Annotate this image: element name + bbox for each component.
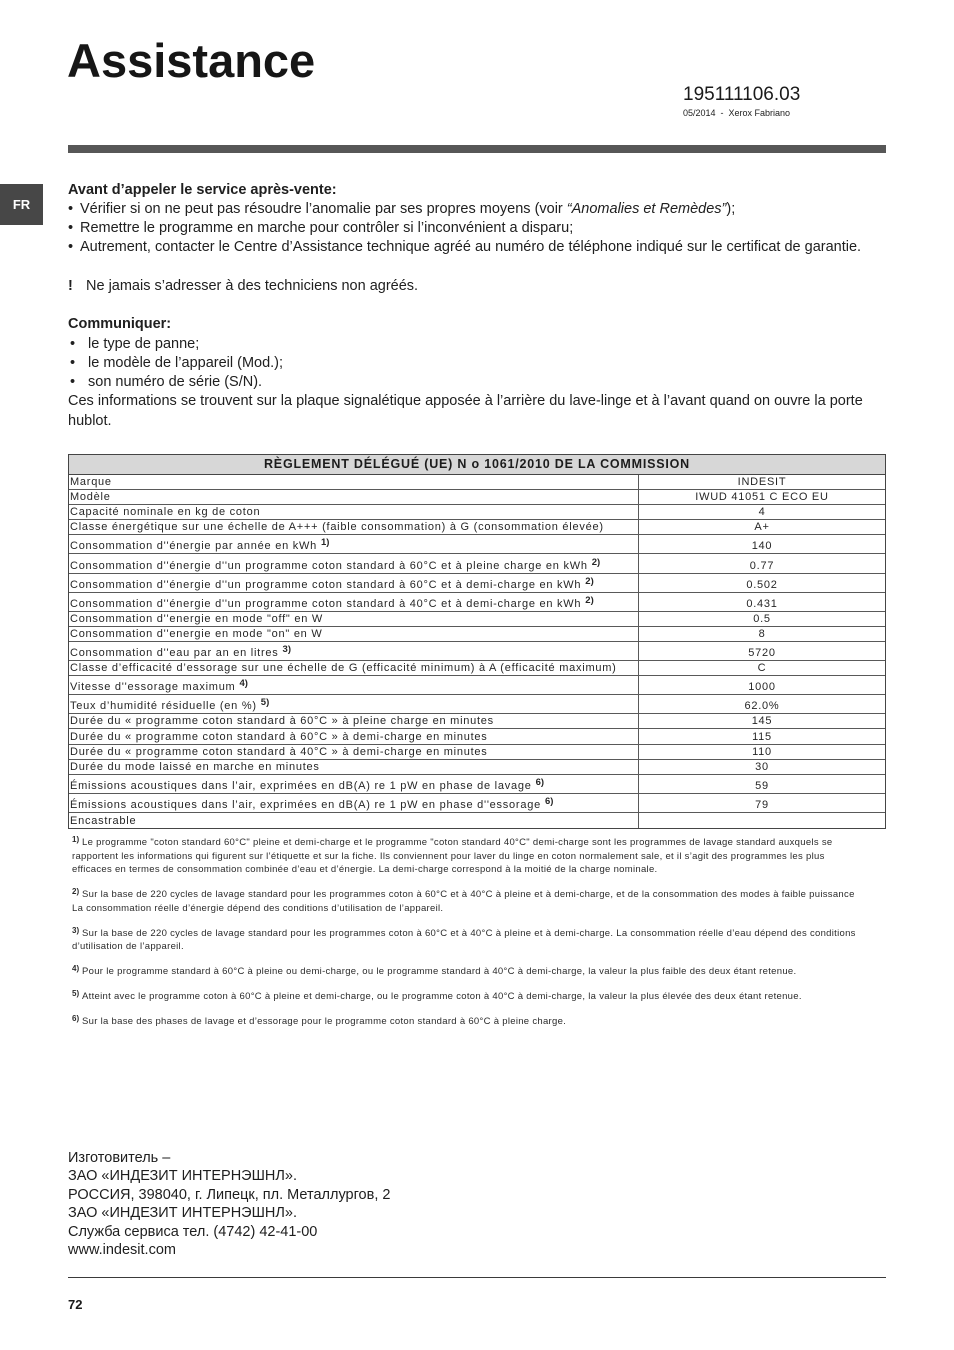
table-row: [69, 490, 885, 505]
row-label: Durée du « programme coton standard à 60°C » à demi-charge en minutes: [70, 730, 488, 743]
row-value: INDESIT: [737, 476, 787, 489]
anomalies-reference: “Anomalies et Remèdes”: [566, 200, 727, 217]
page-number: 72: [68, 1297, 83, 1312]
row-value-cell: [639, 676, 885, 694]
item-text: Autrement, contacter le Centre d’Assistance technique agréé au numéro de téléphone indiqué sur le certificat de garantie.: [80, 239, 862, 256]
footnote-text: efficaces en termes de consommation combinée d’eau et d’énergie. La demi-charge correspond à la moitié de la charge nominale.: [72, 864, 658, 876]
row-label: Durée du mode laissé en marche en minutes: [70, 760, 320, 773]
row-label-cell: [69, 661, 639, 675]
footnote-text: rapportent les informations qui figurent sur l’étiquette et sur la fiche. Ils conviennent pour laver du linge en coton normalement sale, et il s’agit des programmes les plus: [72, 850, 825, 862]
document-meta: 05/2014 - Xerox Fabriano: [683, 107, 791, 118]
footnote-text: Le programme "coton standard 60°C" pleine et demi-charge et le programme "coton standard 40°C" demi-charge sont les programmes de lavage standard auxquels se: [82, 837, 833, 849]
regulation-table: [68, 454, 886, 829]
footnote-line: [72, 850, 942, 864]
footnote-ref: 1): [321, 537, 330, 549]
before-calling-heading: Avant d’appeler le service après-vente:: [68, 181, 337, 198]
item-suffix: );: [726, 200, 736, 217]
row-value: IWUD 41051 C ECO EU: [695, 491, 829, 504]
row-label-cell: [69, 475, 639, 489]
warning-mark: !: [68, 277, 73, 294]
row-value-cell: [639, 760, 885, 774]
footnote-mark: 3): [72, 925, 80, 935]
before-calling-item: [68, 200, 898, 219]
row-label: Durée du « programme coton standard à 60°C » à pleine charge en minutes: [70, 715, 494, 728]
row-label-cell: [69, 642, 639, 660]
table-row: [69, 794, 885, 813]
communicate-item: [68, 373, 898, 392]
table-row: [69, 676, 885, 695]
row-value: 30: [755, 760, 769, 773]
row-label: Émissions acoustiques dans l’air, exprimées en dB(A) re 1 pW en phase de lavage $^{6)}$: [70, 776, 545, 792]
row-label-cell: [69, 676, 639, 694]
row-value: 0.431: [746, 597, 778, 610]
footer-rule: [68, 1277, 886, 1278]
row-label: Consommation d''énergie d''un programme coton standard à 60°C et à demi-charge en kWh $^{2)}$: [70, 575, 594, 591]
footnote-ref: 2): [585, 594, 594, 606]
footnote-ref: 2): [591, 556, 601, 568]
communicate-heading: Communiquer:: [68, 316, 172, 333]
row-value: A+: [754, 521, 770, 534]
footnote-line: [72, 965, 942, 979]
row-value-cell: [639, 593, 885, 611]
row-value-cell: [639, 745, 885, 759]
regulation-table-title: RÈGLEMENT DÉLÉGUÉ (UE) N o 1061/2010 DE LA COMMISSION: [69, 455, 885, 475]
footnote-line: [72, 1015, 942, 1029]
row-label-cell: [69, 490, 639, 504]
row-value-cell: [639, 794, 885, 812]
row-label: Émissions acoustiques dans l’air, exprimées en dB(A) re 1 pW en phase d''essorage $^{6)}$: [70, 795, 554, 811]
row-value-cell: [639, 729, 885, 743]
row-value: 115: [752, 730, 772, 743]
spacer: [68, 258, 898, 277]
row-value-cell: [639, 714, 885, 728]
row-value-cell: [639, 695, 885, 713]
row-label-cell: [69, 794, 639, 812]
row-value: 79: [755, 798, 769, 811]
table-row: [69, 593, 885, 612]
row-value: 1000: [748, 681, 776, 694]
footnote-ref: 6): [535, 776, 545, 788]
manufacturer-line: РОССИЯ, 398040, г. Липецк, пл. Металлургов, 2: [68, 1186, 391, 1203]
row-label: Classe énergétique sur une échelle de A+++ (faible consommation) à G (consommation élevée): [70, 521, 604, 534]
communicate-item: [68, 354, 898, 373]
row-label: Classe d’efficacité d’essorage sur une échelle de G (efficacité minimum) à A (efficacité maximum): [70, 662, 617, 675]
footnote-mark: 2): [72, 887, 80, 897]
footnote: [72, 888, 942, 915]
website: www.indesit.com: [68, 1241, 176, 1258]
table-row: [69, 505, 885, 520]
page-title: Assistance: [67, 34, 316, 87]
row-label-cell: [69, 554, 639, 572]
footnote-mark: 1): [72, 835, 80, 845]
row-label-cell: [69, 714, 639, 728]
item-text: Vérifier si on ne peut pas résoudre l’anomalie par ses propres moyens (voir: [80, 200, 567, 217]
table-row: [69, 535, 885, 554]
row-label-cell: [69, 729, 639, 743]
row-label-cell: [69, 760, 639, 774]
footnote-text: Pour le programme standard à 60°C à pleine ou demi-charge, ou le programme standard à 40°C à demi-charge, la valeur la plus faible des deux étant retenue.: [82, 966, 797, 978]
row-label-cell: [69, 535, 639, 553]
footnote-text: Sur la base de 220 cycles de lavage standard pour les programmes coton à 60°C et à 40°C à pleine et à demi-charge. La consommation réelle d’eau dépend des conditions: [82, 927, 856, 939]
table-row: [69, 627, 885, 642]
table-row: [69, 574, 885, 593]
manufacturer-info: [68, 1149, 390, 1259]
row-value: 5720: [748, 647, 776, 660]
row-value: 0.77: [749, 559, 775, 572]
row-label-cell: [69, 612, 639, 626]
footnote: [72, 836, 942, 877]
table-row: [69, 729, 885, 744]
regulation-table-body: [69, 475, 885, 828]
manufacturer-line: ЗАО «ИНДЕЗИТ ИНТЕРНЭШНЛ».: [68, 1205, 297, 1222]
footnote: [72, 990, 942, 1004]
row-value-cell: [639, 475, 885, 489]
row-label: Consommation d''énergie d''un programme coton standard à 40°C et à demi-charge en kWh $^{2)}$: [70, 594, 594, 610]
document-number: 195111106.03: [683, 84, 801, 105]
table-row: [69, 642, 885, 661]
row-value-cell: [639, 490, 885, 504]
row-value: 0.502: [746, 578, 778, 591]
row-label-cell: [69, 505, 639, 519]
row-label-cell: [69, 574, 639, 592]
row-label: Teux d’humidité résiduelle (en %) $^{5)}$: [70, 697, 270, 713]
row-label-cell: [69, 593, 639, 611]
row-label: Modèle: [70, 491, 111, 504]
row-label-cell: [69, 695, 639, 713]
item-text: Remettre le programme en marche pour contrôler si l’inconvénient a disparu;: [80, 220, 574, 236]
row-value: 62.0%: [744, 700, 780, 713]
footnote-ref: 5): [260, 697, 270, 709]
footnote-line: [72, 863, 942, 877]
row-value-cell: [639, 505, 885, 519]
row-label-cell: [69, 745, 639, 759]
spacer: [68, 296, 898, 315]
warning-text: Ne jamais s’adresser à des techniciens non agréés.: [86, 277, 419, 294]
row-label-cell: [69, 627, 639, 641]
table-row: [69, 612, 885, 627]
row-value-cell: [639, 627, 885, 641]
row-value-cell: [639, 520, 885, 534]
footnote-ref: 3): [282, 644, 291, 656]
footnote-line: [72, 940, 942, 954]
table-row: [69, 520, 885, 535]
footnote-mark: 5): [72, 989, 80, 999]
manufacturer-line: ЗАО «ИНДЕЗИТ ИНТЕРНЭШНЛ».: [68, 1168, 297, 1185]
before-calling-item: [68, 219, 898, 238]
row-label: Vitesse d''essorage maximum $^{4)}$: [70, 678, 248, 694]
row-value-cell: [639, 661, 885, 675]
before-calling-item: [68, 238, 898, 257]
row-label: Consommation d''énergie d''un programme coton standard à 60°C et à pleine charge en kWh $^{2)}$: [70, 556, 601, 572]
row-label: Consommation d''energie en mode "off" en W: [70, 612, 324, 625]
row-label: Encastrable: [70, 814, 137, 827]
footnotes: [72, 836, 942, 1029]
item-text: le modèle de l’appareil (Mod.);: [88, 354, 284, 371]
manufacturer-line: Служба сервиса тел. (4742) 42-41-00: [68, 1223, 318, 1240]
row-value-cell: [639, 612, 885, 626]
row-value-cell: [639, 642, 885, 660]
item-text: le type de panne;: [88, 335, 200, 352]
row-value-cell: [639, 535, 885, 553]
table-row: [69, 775, 885, 794]
header-rule: [68, 145, 886, 153]
row-value: C: [757, 662, 767, 675]
footnote: [72, 965, 942, 979]
footnote-line: [72, 888, 942, 902]
row-value-cell: [639, 554, 885, 572]
table-row: [69, 661, 885, 676]
row-value: 8: [758, 627, 766, 640]
footnote-ref: 4): [239, 678, 248, 690]
footnote: [72, 927, 942, 954]
footnote-mark: 4): [72, 964, 80, 974]
note-line: hublot.: [68, 412, 112, 429]
row-value-cell: [639, 574, 885, 592]
table-row: [69, 813, 885, 828]
table-row: [69, 745, 885, 760]
footnote-text: d’utilisation de l’appareil.: [72, 941, 184, 953]
row-label: Consommation d''énergie par année en kWh $^{1)}$: [70, 537, 330, 553]
footnote-line: [72, 836, 942, 850]
footnote-line: [72, 927, 942, 941]
row-value: 145: [751, 715, 773, 728]
row-label-cell: [69, 775, 639, 793]
language-tab: FR: [0, 184, 43, 225]
item-text: son numéro de série (S/N).: [88, 374, 263, 390]
table-row: [69, 475, 885, 490]
communicate-item: [68, 335, 898, 354]
footnote-mark: 6): [72, 1014, 80, 1024]
assistance-instructions: [68, 181, 898, 431]
warning-note: [68, 277, 898, 296]
row-label: Marque: [70, 476, 112, 489]
footnote-line: [72, 902, 942, 916]
note-line: Ces informations se trouvent sur la plaque signalétique apposée à l’arrière du lave-linge et à l’avant quand on ouvre la porte: [68, 393, 863, 410]
footnote-text: Atteint avec le programme coton à 60°C à pleine et demi-charge, ou le programme coton à 40°C à demi-charge, la valeur la plus élevée des deux étant retenue.: [82, 991, 802, 1003]
footnote-text: Sur la base de 220 cycles de lavage standard pour les programmes coton à 60°C et à 40°C à pleine et à demi-charge, et de la consommation des modes à faible puissance: [82, 889, 855, 901]
table-row: [69, 695, 885, 714]
row-value: 0.5: [753, 612, 771, 625]
rating-plate-note: [68, 392, 898, 411]
footnote-line: [72, 990, 942, 1004]
footnote-ref: 2): [585, 575, 594, 587]
footnote-ref: 6): [544, 795, 554, 807]
footnote: [72, 1015, 942, 1029]
row-value: 140: [751, 540, 773, 553]
row-label: Consommation d''eau par an en litres $^{3)}$: [70, 644, 291, 660]
footnote-text: La consommation réelle d’énergie dépend des conditions d’utilisation de l’appareil.: [72, 902, 444, 914]
row-value: 4: [758, 506, 766, 519]
row-value-cell: [639, 813, 885, 828]
table-row: [69, 714, 885, 729]
row-label-cell: [69, 813, 639, 828]
row-value: 110: [752, 745, 772, 758]
rating-plate-note: [68, 412, 898, 431]
row-label: Capacité nominale en kg de coton: [70, 506, 261, 519]
row-label: Consommation d''energie en mode "on" en W: [70, 627, 323, 640]
row-label: Durée du « programme coton standard à 40°C » à demi-charge en minutes: [70, 745, 488, 758]
table-row: [69, 760, 885, 775]
row-value: 59: [755, 779, 769, 792]
row-label-cell: [69, 520, 639, 534]
table-row: [69, 554, 885, 573]
row-value-cell: [639, 775, 885, 793]
manufacturer-line: Изготовитель –: [68, 1150, 171, 1166]
footnote-text: Sur la base des phases de lavage et d’essorage pour le programme coton standard à 60°C à pleine charge.: [82, 1016, 567, 1028]
